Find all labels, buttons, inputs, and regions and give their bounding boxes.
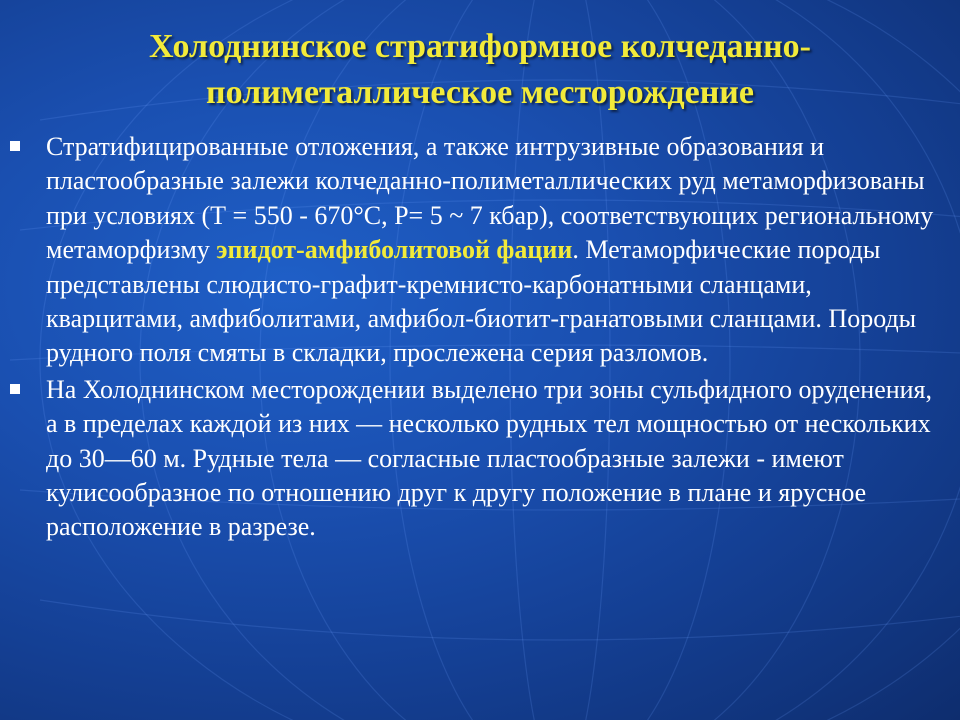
- bullet-item-2: [8, 373, 948, 545]
- square-bullet-icon: [10, 141, 20, 151]
- bullet-2-text: На Холоднинском месторождении выделено три зоны сульфидного оруденения, а в пределах каждой из них — несколько рудных тел мощностью от нескольких до 30—60 м. Рудные тела — согласные пластообразные залежи - имеют кулисообразное по отношению друг к другу положение в плане и ярусное расположение в разрезе.: [46, 374, 933, 542]
- bullet-item-1: [8, 130, 948, 371]
- square-bullet-icon: [10, 384, 20, 394]
- bullet-1-highlight: эпидот-амфиболитовой фации: [216, 235, 573, 265]
- bullet-1-text-after: . Метаморфические породы представлены слюдисто-графит-кремнисто-карбонатными сланцами, кварцитами, амфиболитами, амфибол-биотит-гранатовыми сланцами. Породы рудного поля смяты в складки, прослежена серия разломов.: [46, 235, 917, 368]
- bullet-list: [8, 130, 948, 547]
- slide-title: [20, 24, 940, 116]
- slide-title-line-1: Холоднинское стратиформное колчеданно-: [148, 28, 812, 65]
- bullet-1-text-before: Стратифицированные отложения, а также интрузивные образования и пластообразные залежи колчеданно-полиметаллических руд метаморфизованы при условиях (Т = 550 - 670°С, Р= 5 ~ 7 кбар), соответствующих региональному метаморфизму: [46, 132, 934, 265]
- slide-title-line-2: полиметаллическое месторождение: [205, 74, 754, 111]
